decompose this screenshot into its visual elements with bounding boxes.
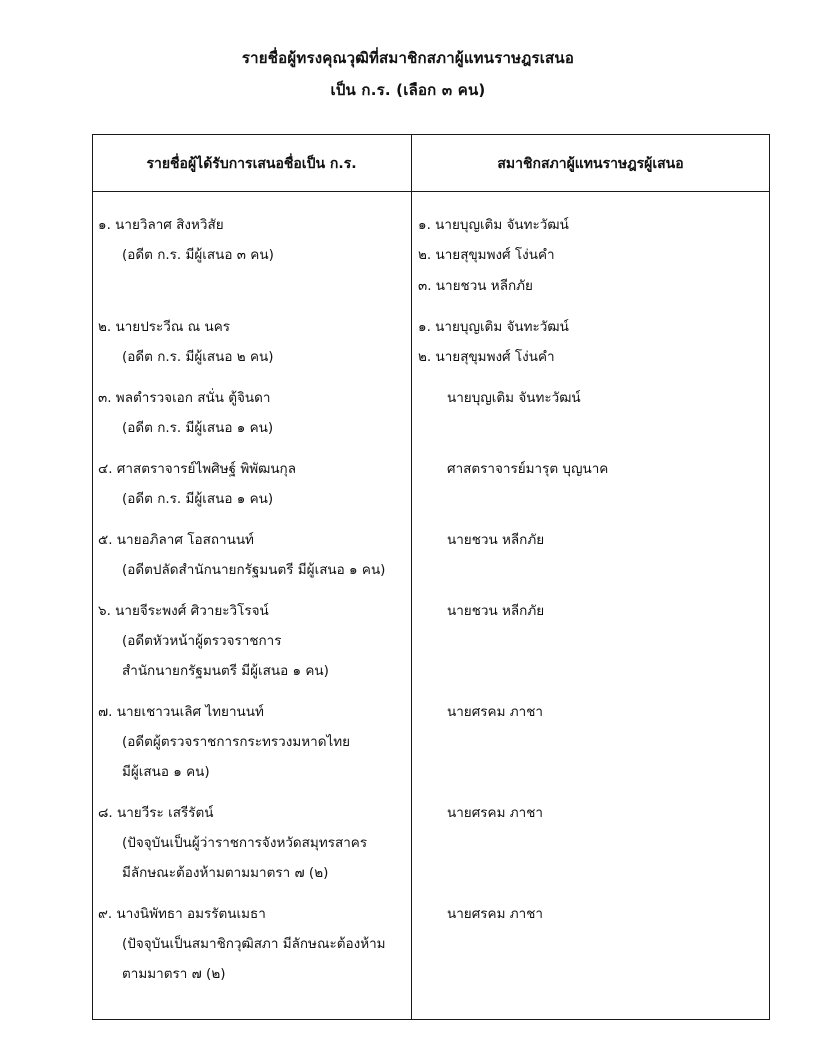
column-divider	[411, 134, 412, 1020]
nominee-name: ๗. นายเชาวนเลิศ ไทยานนท์	[98, 704, 264, 720]
header-divider	[92, 191, 770, 192]
nominee-note: (อดีต ก.ร. มีผู้เสนอ ๒ คน)	[122, 349, 274, 365]
document-subtitle: เป็น ก.ร. (เลือก ๓ คน)	[330, 81, 486, 99]
proposer-name: นายศรคม ภาชา	[447, 704, 543, 720]
proposer-name: ๓. นายชวน หลีกภัย	[418, 278, 533, 294]
nominee-name: ๔. ศาสตราจารย์ไพศิษฐ์ พิพัฒนกุล	[98, 461, 297, 477]
proposer-name: นายบุญเติม จันทะวัฒน์	[447, 390, 581, 406]
proposer-name: ๑. นายบุญเติม จันทะวัฒน์	[418, 217, 569, 233]
proposer-name: ๒. นายสุขุมพงศ์ โง่นคำ	[418, 349, 555, 365]
nominee-name: ๘. นายวีระ เสรีรัตน์	[98, 805, 214, 821]
header-nominees: รายชื่อผู้ได้รับการเสนอชื่อเป็น ก.ร.	[146, 156, 357, 172]
proposer-name: ๑. นายบุญเติม จันทะวัฒน์	[418, 319, 569, 335]
nominee-name: ๑. นายวิลาศ สิงหวิสัย	[98, 217, 224, 233]
proposer-name: ๒. นายสุขุมพงศ์ โง่นคำ	[418, 247, 555, 263]
proposer-name: ศาสตราจารย์มารุต บุญนาค	[447, 461, 609, 477]
nominee-note: (อดีตปลัดสำนักนายกรัฐมนตรี มีผู้เสนอ ๑ คน)	[122, 562, 386, 578]
header-proposers: สมาชิกสภาผู้แทนราษฎรผู้เสนอ	[497, 156, 684, 172]
nominee-name: ๕. นายอภิลาศ โอสถานนท์	[98, 532, 254, 548]
nominee-note: มีลักษณะต้องห้ามตามมาตรา ๗ (๒)	[122, 865, 329, 881]
nominee-note: (ปัจจุบันเป็นผู้ว่าราชการจังหวัดสมุทรสาคร	[122, 835, 368, 851]
nominee-note: สำนักนายกรัฐมนตรี มีผู้เสนอ ๑ คน)	[122, 663, 329, 679]
nominee-note: (ปัจจุบันเป็นสมาชิกวุฒิสภา มีลักษณะต้องห้าม	[122, 936, 386, 952]
nominee-note: (อดีต ก.ร. มีผู้เสนอ ๓ คน)	[122, 247, 274, 263]
nominee-name: ๙. นางนิพัทธา อมรรัตนเมธา	[98, 906, 266, 922]
proposer-name: นายชวน หลีกภัย	[447, 603, 545, 619]
nominee-note: มีผู้เสนอ ๑ คน)	[122, 764, 210, 780]
proposer-name: นายศรคม ภาชา	[447, 906, 543, 922]
nominee-name: ๓. พลตำรวจเอก สนั่น ตู้จินดา	[98, 390, 271, 406]
nominee-name: ๖. นายจีระพงศ์ ศิวายะวิโรจน์	[98, 603, 269, 619]
document-title: รายชื่อผู้ทรงคุณวุฒิที่สมาชิกสภาผู้แทนราษฎรเสนอ	[241, 49, 575, 67]
nominee-note: (อดีต ก.ร. มีผู้เสนอ ๑ คน)	[122, 491, 274, 507]
nominee-note: (อดีต ก.ร. มีผู้เสนอ ๑ คน)	[122, 420, 274, 436]
proposer-name: นายศรคม ภาชา	[447, 805, 543, 821]
nominee-name: ๒. นายประวีณ ณ นคร	[98, 319, 230, 335]
proposer-name: นายชวน หลีกภัย	[447, 532, 545, 548]
nominee-note: (อดีตหัวหน้าผู้ตรวจราชการ	[122, 633, 282, 649]
nominee-note: (อดีตผู้ตรวจราชการกระทรวงมหาดไทย	[122, 734, 351, 750]
nominee-note: ตามมาตรา ๗ (๒)	[122, 966, 226, 982]
